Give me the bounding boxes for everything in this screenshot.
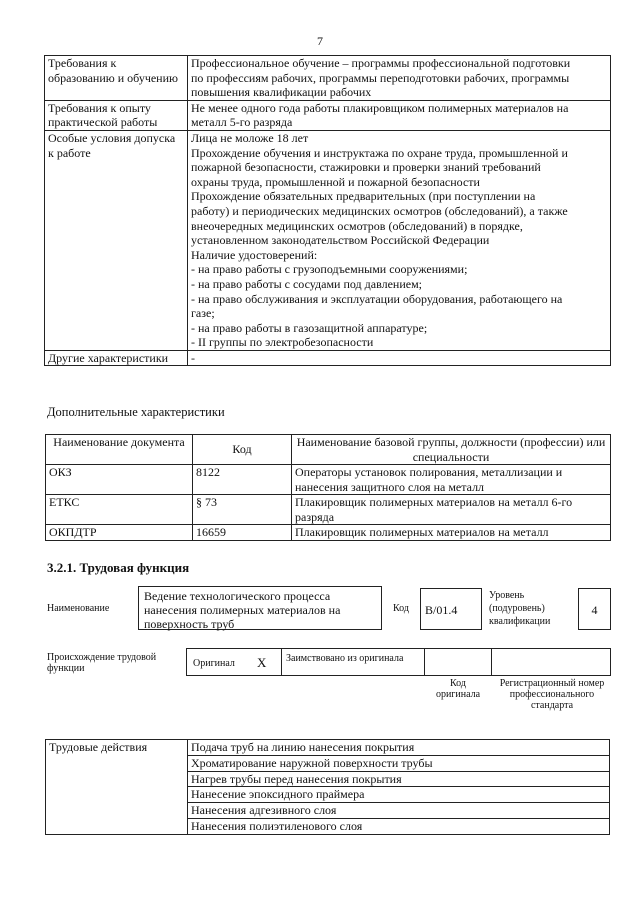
- table-row: [46, 525, 611, 541]
- header-name: Наименование базовой группы, должности (профессии) или специальности: [292, 435, 611, 465]
- table-row: [46, 740, 610, 756]
- requirement-line: Лица не моложе 18 лет: [191, 130, 309, 145]
- doc-cell: ЕТКС: [46, 495, 193, 525]
- action-item: Хроматирование наружной поверхности трубы: [188, 755, 610, 771]
- doc-cell: ОКЗ: [46, 465, 193, 495]
- requirement-line: повышения квалификации рабочих: [191, 85, 372, 100]
- requirement-label: Требования к образованию и обучению: [45, 56, 188, 101]
- code-label: Код: [393, 603, 409, 614]
- page-number: 7: [317, 34, 323, 48]
- action-item: Подача труб на линию нанесения покрытия: [188, 740, 610, 756]
- requirement-line: - на право обслуживания и эксплуатации оборудования, работающего на: [191, 291, 563, 306]
- requirement-line: внеочередных медицинских осмотров (обследований) в порядке,: [191, 218, 523, 233]
- requirement-line: пожарной безопасности, стажировки и проверки знаний требований: [191, 160, 541, 175]
- section-title: 3.2.1. Трудовая функция: [47, 560, 190, 575]
- requirement-label: Особые условия допуска к работе: [45, 130, 188, 350]
- table-row: [45, 350, 611, 366]
- requirement-line: - II группы по электробезопасности: [191, 335, 374, 350]
- requirement-line: металл 5-го разряда: [191, 115, 293, 130]
- requirement-line: охраны труда, промышленной и пожарной безопасности: [191, 174, 480, 189]
- action-item: Нанесение эпоксидного праймера: [188, 787, 610, 803]
- level-box: 4: [578, 588, 611, 630]
- additional-title: Дополнительные характеристики: [47, 405, 225, 419]
- function-name-box: Ведение технологического процесса нанесения полимерных материалов на поверхность труб: [138, 586, 382, 630]
- actions-label: Трудовые действия: [46, 740, 188, 835]
- requirement-value: [188, 100, 611, 130]
- action-item: Нанесения адгезивного слоя: [188, 803, 610, 819]
- requirement-line: установленном законодательством Российской Федерации: [191, 233, 490, 248]
- code-cell: § 73: [193, 495, 292, 525]
- reg-number-box: [491, 648, 611, 676]
- level-label: Уровень (подуровень) квалификации: [489, 590, 551, 627]
- name-cell: Плакировщик полимерных материалов на металл 6-го разряда: [292, 495, 611, 525]
- header-doc: Наименование документа: [46, 435, 193, 465]
- code-cell: 8122: [193, 465, 292, 495]
- additional-table: [45, 434, 611, 541]
- code-cell: 16659: [193, 525, 292, 541]
- requirements-table: [44, 55, 611, 366]
- requirement-line: Профессиональное обучение – программы профессиональной подготовки: [191, 56, 571, 70]
- requirement-line: - на право работы с грузоподъемными сооружениями;: [191, 262, 468, 277]
- name-label: Наименование: [47, 603, 110, 614]
- name-cell: Плакировщик полимерных материалов на металл: [292, 525, 611, 541]
- action-item: Нагрев трубы перед нанесения покрытия: [188, 771, 610, 787]
- requirement-line: Прохождение обучения и инструктажа по охране труда, промышленной и: [191, 145, 568, 160]
- original-label: Оригинал: [193, 658, 235, 669]
- requirement-line: -: [191, 350, 195, 365]
- code-box: B/01.4: [420, 588, 482, 630]
- requirement-line: Наличие удостоверений:: [191, 247, 318, 262]
- header-code: Код: [193, 435, 292, 465]
- name-cell: Операторы установок полирования, металлизации и нанесения защитного слоя на металл: [292, 465, 611, 495]
- requirement-line: Прохождение обязательных предварительных (при поступлении на: [191, 189, 536, 204]
- table-row: [45, 56, 611, 101]
- action-item: Нанесения полиэтиленового слоя: [188, 818, 610, 834]
- code-original-caption: Код оригинала: [435, 678, 481, 700]
- requirement-line: работу) и периодических медицинских осмотров (обследований), а также: [191, 203, 568, 218]
- original-mark: X: [257, 655, 267, 670]
- origin-label: Происхождение трудовой функции: [47, 652, 157, 674]
- code-original-box: [424, 648, 492, 676]
- table-row: [45, 130, 611, 350]
- labor-actions-table: [45, 739, 610, 835]
- requirement-value: [188, 130, 611, 350]
- requirement-label: Требования к опыту практической работы: [45, 100, 188, 130]
- table-row: [45, 100, 611, 130]
- reg-number-caption: Регистрационный номер профессионального стандарта: [499, 678, 605, 711]
- original-box: [186, 648, 282, 676]
- requirement-value: [188, 350, 611, 366]
- requirement-line: газе;: [191, 306, 215, 321]
- requirement-line: - на право работы с сосудами под давлением;: [191, 276, 422, 291]
- requirement-label: Другие характеристики: [45, 350, 188, 366]
- borrowed-box: [281, 648, 425, 676]
- requirement-line: Не менее одного года работы плакировщиком полимерных материалов на: [191, 100, 569, 115]
- borrowed-label: Заимствовано из оригинала: [286, 653, 404, 664]
- requirement-line: - на право работы в газозащитной аппаратуре;: [191, 320, 428, 335]
- requirement-line: по профессиям рабочих, программы переподготовки рабочих, программы: [191, 70, 570, 85]
- table-row: [46, 495, 611, 525]
- table-row: [46, 465, 611, 495]
- doc-cell: ОКПДТР: [46, 525, 193, 541]
- requirement-value: [188, 56, 611, 101]
